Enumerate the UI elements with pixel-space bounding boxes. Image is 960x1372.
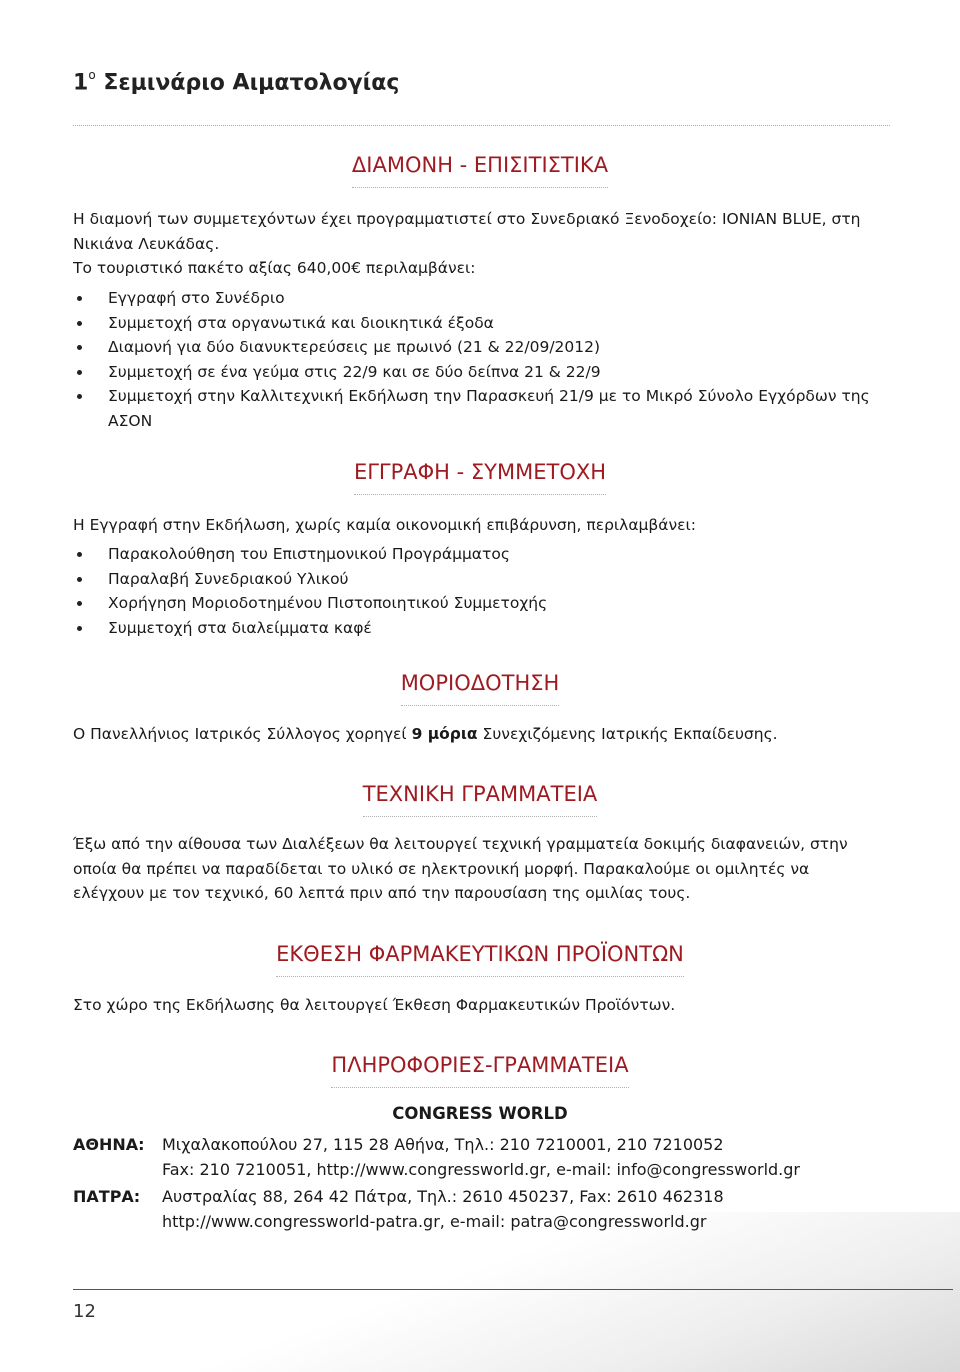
list-item: Διαμονή για δύο διανυκτερεύσεις με πρωινό (21 & 22/09/2012) bbox=[73, 335, 883, 360]
list-item: Χορήγηση Μοριοδοτημένου Πιστοποιητικού Συμμετοχής bbox=[73, 591, 883, 616]
tech-text: Έξω από την αίθουσα των Διαλέξεων θα λειτουργεί τεχνική γραμματεία δοκιμής διαφανειών, στην οποία θα πρέπει να παραδίδεται το υλικό σε ηλεκτρονική μορφή. Παρακαλούμε οι ομιλητές να ελέγχουν με τον τεχνικό, 60 λεπτά πριν από την παρουσίαση της ομιλίας τους. bbox=[73, 835, 848, 902]
patra-line-2: http://www.congressworld-patra.gr, e-mail: patra@congressworld.gr bbox=[162, 1211, 707, 1231]
athens-address bbox=[73, 1133, 893, 1182]
list-item: Συμμετοχή στην Καλλιτεχνική Εκδήλωση την Παρασκευή 21/9 με το Μικρό Σύνολο Εγχόρδων της ΑΣΟΝ bbox=[73, 384, 883, 433]
header-divider bbox=[73, 125, 890, 126]
list-item: Παρακολούθηση του Επιστημονικού Προγράμματος bbox=[73, 542, 883, 567]
athens-label: ΑΘΗΝΑ: bbox=[73, 1135, 145, 1154]
accommodation-intro: Η διαμονή των συμμετεχόντων έχει προγραμματιστεί στο Συνεδριακό Ξενοδοχείο: IONIAN BLUE, στη Νικιάνα Λευκάδας. bbox=[73, 210, 861, 253]
accommodation-list bbox=[73, 286, 883, 433]
credits-text: Ο Πανελλήνιος Ιατρικός Σύλλογος χορηγεί 9 μόρια Συνεχιζόμενης Ιατρικής Εκπαίδευσης. bbox=[73, 725, 778, 743]
page-title: $1^o$ Σεμινάριο Αιματολογίας bbox=[73, 68, 400, 96]
patra-address bbox=[73, 1185, 893, 1234]
list-item: Συμμετοχή στα διαλείμματα καφέ bbox=[73, 616, 883, 641]
athens-line-2: Fax: 210 7210051, http://www.congressworld.gr, e-mail: info@congressworld.gr bbox=[162, 1159, 800, 1179]
registration-intro: Η Εγγραφή στην Εκδήλωση, χωρίς καμία οικονομική επιβάρυνση, περιλαμβάνει: bbox=[73, 516, 697, 534]
exhibition-heading: ΕΚΘΕΣΗ ΦΑΡΜΑΚΕΥΤΙΚΩΝ ΠΡΟΪΟΝΤΩΝ bbox=[0, 941, 960, 977]
patra-label: ΠΑΤΡΑ: bbox=[73, 1187, 141, 1206]
exhibition-text: Στο χώρο της Εκδήλωσης θα λειτουργεί Έκθεση Φαρμακευτικών Προϊόντων. bbox=[73, 996, 676, 1014]
list-item: Εγγραφή στο Συνέδριο bbox=[73, 286, 883, 311]
list-item: Συμμετοχή στα οργανωτικά και διοικητικά έξοδα bbox=[73, 311, 883, 336]
list-item: Συμμετοχή σε ένα γεύμα στις 22/9 και σε δύο δείπνα 21 & 22/9 bbox=[73, 360, 883, 385]
organizer-name: CONGRESS WORLD bbox=[392, 1104, 568, 1123]
info-heading: ΠΛΗΡΟΦΟΡΙΕΣ-ΓΡΑΜΜΑΤΕΙΑ bbox=[0, 1052, 960, 1088]
page-number: 12 bbox=[73, 1301, 96, 1322]
accommodation-heading: ΔΙΑΜΟΝΗ - ΕΠΙΣΙΤΙΣΤΙΚΑ bbox=[0, 152, 960, 188]
athens-line-1: Μιχαλακοπούλου 27, 115 28 Αθήνα, Τηλ.: 210 7210001, 210 7210052 bbox=[162, 1135, 724, 1154]
credits-points: 9 μόρια bbox=[411, 725, 478, 743]
list-item: Παραλαβή Συνεδριακού Υλικού bbox=[73, 567, 883, 592]
package-text: Το τουριστικό πακέτο αξίας 640,00€ περιλαμβάνει: bbox=[73, 259, 476, 277]
credits-heading: ΜΟΡΙΟΔΟΤΗΣΗ bbox=[0, 670, 960, 706]
registration-heading: ΕΓΓΡΑΦΗ - ΣΥΜΜΕΤΟΧΗ bbox=[0, 459, 960, 495]
footer-divider bbox=[73, 1289, 953, 1290]
registration-list bbox=[73, 542, 883, 640]
patra-line-1: Αυστραλίας 88, 264 42 Πάτρα, Τηλ.: 2610 450237, Fax: 2610 462318 bbox=[162, 1187, 724, 1206]
tech-heading: ΤΕΧΝΙΚΗ ΓΡΑΜΜΑΤΕΙΑ bbox=[0, 781, 960, 817]
